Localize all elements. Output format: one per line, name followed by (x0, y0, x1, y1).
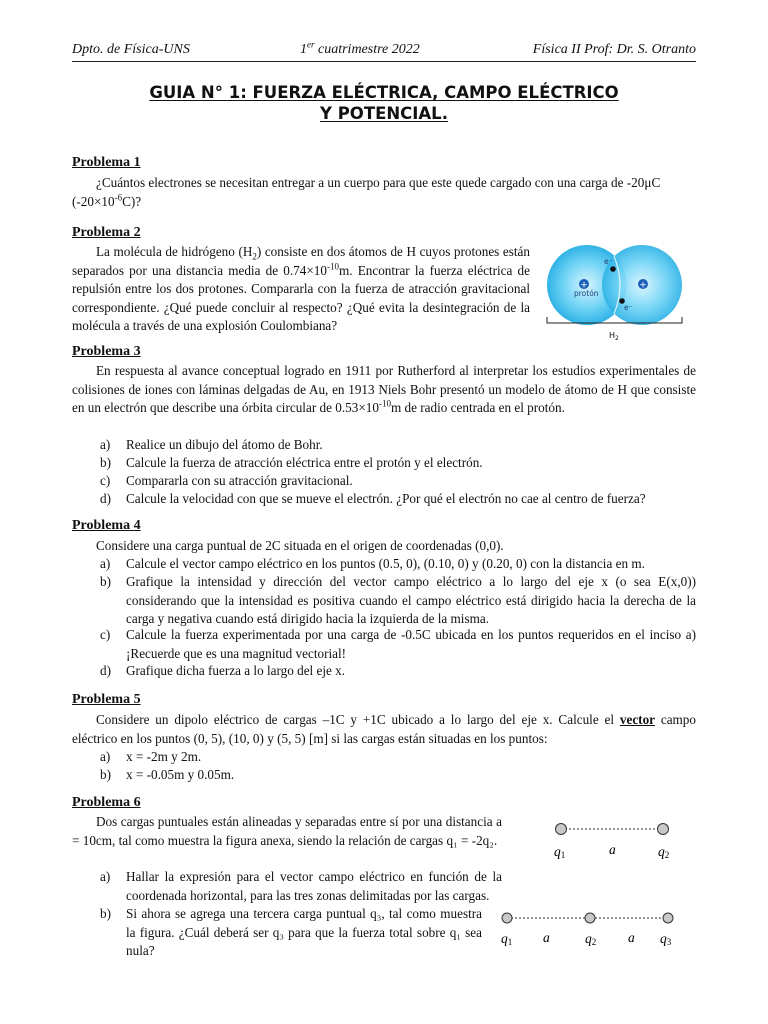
problem-1-heading: Problema 1 (72, 155, 141, 170)
problem-6-item-b: b) Si ahora se agrega una tercera carga puntual q₃, tal como muestra la figura. ¿Cuál deberá ser q₃ para que la fuerza total sobre q₁ sea nula? (100, 906, 482, 959)
problem-6-item-a: a) Hallar la expresión para el vector campo eléctrico en función de la coordenada horizontal, para las tres zonas delimitadas por las cargas. (100, 869, 502, 903)
label-q1: q1 (554, 844, 566, 860)
label-q2: q2 (658, 844, 670, 860)
page-title (72, 82, 696, 124)
title-line-2: Y POTENCIAL. (320, 104, 448, 123)
svg-text:+: + (639, 280, 647, 291)
svg-text:+: + (580, 280, 588, 291)
charge-q1 (556, 824, 567, 835)
label-a: a (609, 842, 616, 857)
problem-6-intro: Dos cargas puntuales están alineadas y separadas entre sí por una distancia a = 10cm, tal como muestra la figura anexa, siendo la relación de cargas q₁ = -2q₂. (72, 814, 502, 848)
problem-2-heading: Problema 2 (72, 225, 141, 240)
h2-label: $H_2$ (609, 331, 619, 342)
title-line-1: GUIA N° 1: FUERZA ELÉCTRICA, CAMPO ELÉCTRICO (149, 83, 619, 102)
header-rule (72, 61, 696, 62)
h2-molecule-figure (540, 240, 690, 344)
problem-3-heading: Problema 3 (72, 344, 141, 359)
problem-2-text: La molécula de hidrógeno $(H_2)$ consiste en dos átomos de H cuyos protones están separados por una distancia media de $0.74\times 10^{-10}m$. Encontrar la fuerza eléctrica de repulsión entre los dos protones. Compararla con la fuerza de atracción gravitacional correspondiente. ¿Qué puede concluir al respecto? ¿Qué evita la desintegración de la molécula a través de una explosión Coulombiana? (72, 244, 530, 334)
emphasis-vector: vector (619, 712, 656, 727)
charge-q3 (663, 913, 673, 923)
label-q1: q1 (501, 931, 513, 947)
header-department: Dpto. de Física-UNS (72, 42, 190, 57)
problem-3-text: En respuesta al avance conceptual logrado en 1911 por Rutherford al interpretar los estudios experimentales de colisiones de iones con láminas delgadas de Au, en 1913 Niels Bohr presentó un modelo de átomo de H que consiste en un electrón que describe una órbita circular de $0.53\times 10^{-10}m$ de radio centrada en el protón. (72, 363, 696, 416)
label-q2: q2 (585, 931, 597, 947)
problem-5-heading: Problema 5 (72, 692, 141, 707)
label-a-1: a (543, 930, 550, 945)
two-charges-figure (540, 818, 700, 864)
svg-text:e⁻: e⁻ (604, 257, 613, 266)
charge-q1 (502, 913, 512, 923)
label-q3: q3 (660, 931, 672, 947)
three-charges-figure (494, 908, 694, 954)
header-course: Física II Prof: Dr. S. Otranto (532, 42, 696, 57)
problem-4-intro: Considere una carga puntual de 2C situada en el origen de coordenadas (0,0). (96, 538, 504, 553)
electron-top (610, 266, 616, 272)
proton-label: protón (574, 289, 599, 298)
problem-1-text: ¿Cuántos electrones se necesitan entregar a un cuerpo para que este quede cargado con una carga de -20μC $(-20\times 10^{-6}C)$? (72, 175, 661, 209)
label-a-2: a (628, 930, 635, 945)
charge-q2 (585, 913, 595, 923)
problem-4-item-c: c) Calcule la fuerza experimentada por una carga de -0.5C ubicada en los puntos requeridos en el inciso a) ¡Recuerde que es una magnitud vectorial! (100, 627, 696, 661)
header-semester: 1er cuatrimestre 2022 (300, 39, 420, 57)
problem-5-text: Considere un dipolo eléctrico de cargas –1C y +1C ubicado a lo largo del eje x. Calcule el vector campo eléctrico en los puntos (0, 5), (10, 0) y (5, 5) [m] si las cargas están situadas en los puntos: (72, 712, 696, 746)
problem-6-heading: Problema 6 (72, 795, 141, 810)
problem-4-item-b: b) Grafique la intensidad y dirección del vector campo eléctrico a lo largo del eje x (o sea E(x,0)) considerando que la intensidad es positiva cuando el campo eléctrico está dirigido hacia la derecha de la carga y negativa cuando está dirigido hacia la izquierda de la misma. (100, 574, 696, 627)
problem-4-heading: Problema 4 (72, 518, 141, 533)
charge-q2 (658, 824, 669, 835)
svg-text:e⁻: e⁻ (624, 303, 633, 312)
page-header (72, 41, 696, 61)
